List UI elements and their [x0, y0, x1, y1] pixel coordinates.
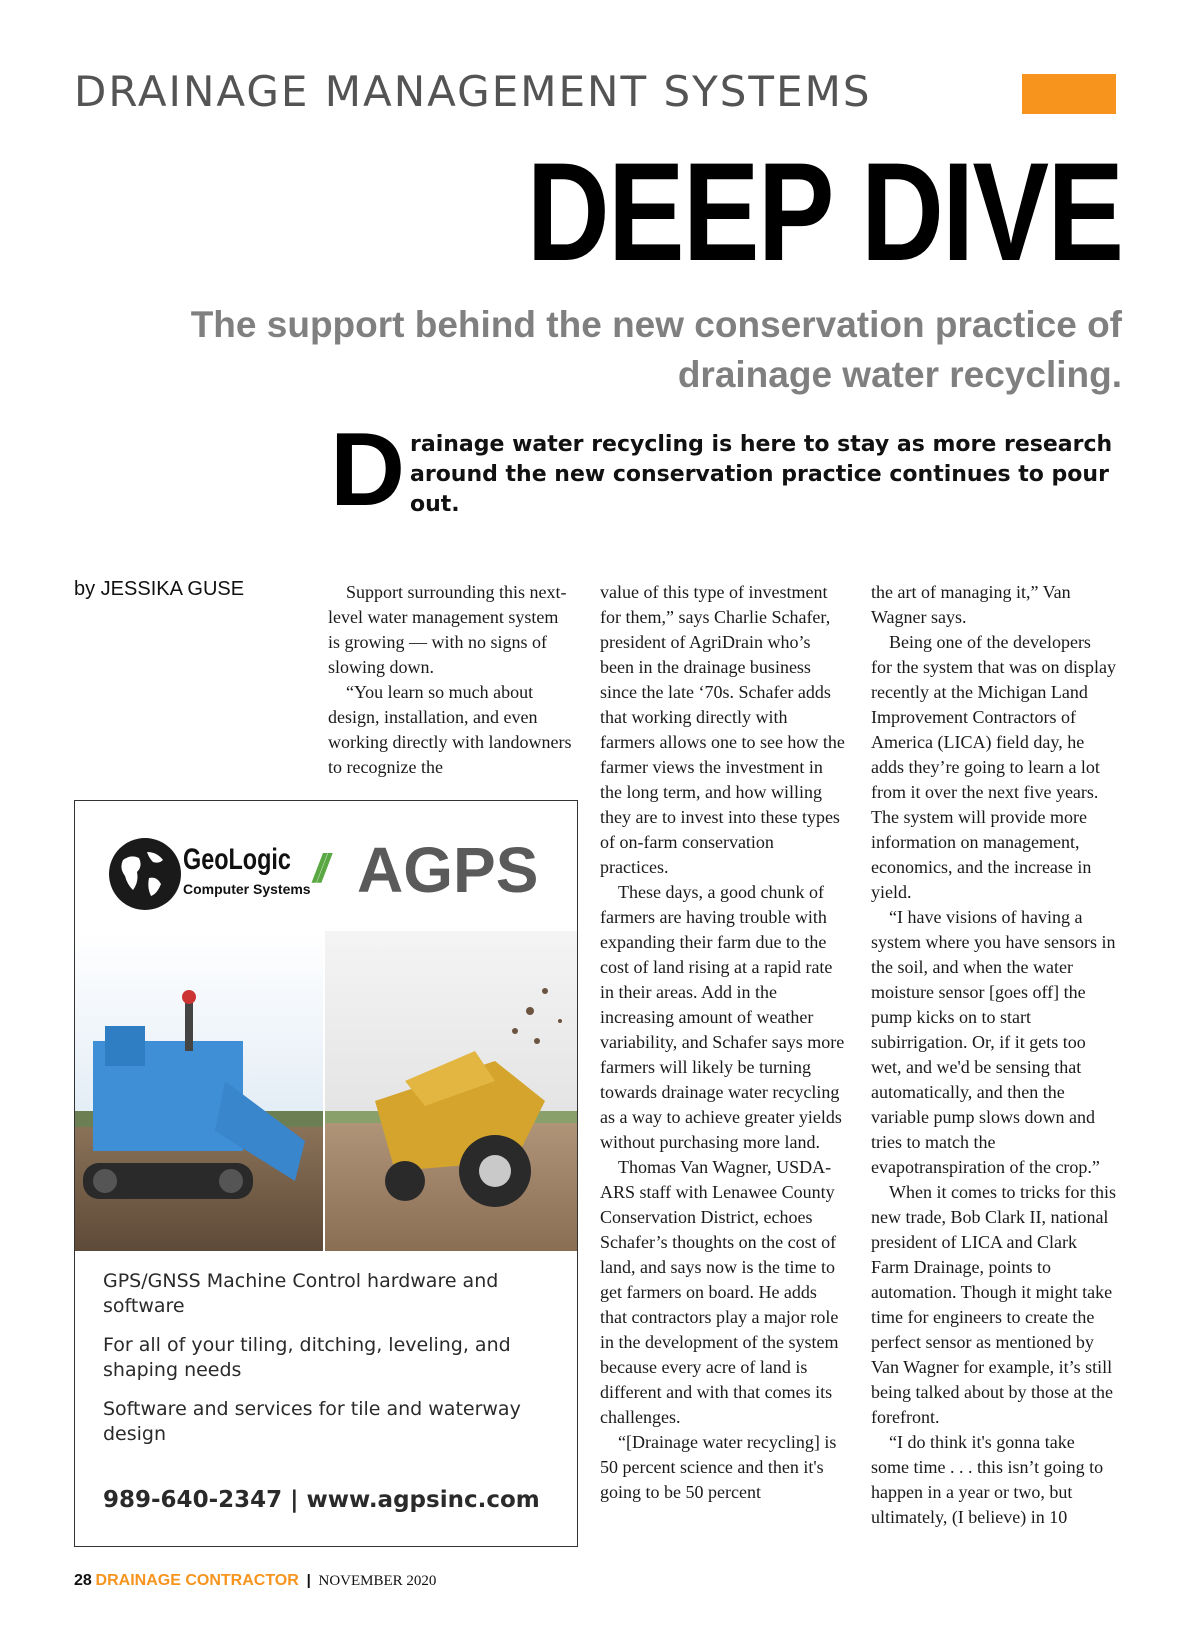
magazine-name: DRAINAGE CONTRACTOR	[95, 1572, 299, 1589]
paragraph: “I have visions of having a system where you have sensors in the soil, and when the water moisture sensor [goes off] the pump kicks on to start subirrigation. Or, if it gets too wet, and we'd be sensing that automatically, and then the variable pump slows down and tries to match the evapotranspiration of the crop.”	[871, 907, 1116, 1177]
paragraph: Support surrounding this next-level water management system is growing — with no signs of slowing down.	[328, 582, 567, 677]
ad-contact-info[interactable]: 989-640-2347 | www.agpsinc.com	[103, 1487, 540, 1513]
geologic-logo-subtitle: Computer Systems	[183, 881, 311, 897]
byline: by JESSIKA GUSE	[74, 578, 245, 600]
lede-dropcap: D	[330, 412, 406, 528]
geologic-logo-text: GeoLogic	[183, 843, 291, 876]
agps-logo-text: AGPS	[357, 834, 539, 906]
section-accent-block	[1022, 74, 1116, 114]
subhead-line-1: The support behind the new conservation practice of	[190, 304, 1122, 345]
page-footer	[74, 1572, 436, 1590]
ad-feature-tiling: For all of your tiling, ditching, leveling, and shaping needs	[103, 1334, 511, 1381]
article-column-2	[600, 580, 845, 1505]
subhead-line-2: drainage water recycling.	[677, 354, 1122, 395]
paragraph: the art of managing it,” Van Wagner says.	[871, 582, 1071, 627]
ad-feature-software: Software and services for tile and waterway design	[103, 1398, 521, 1445]
lede-text: rainage water recycling is here to stay as more research around the new conservation practice continues to pour out.	[410, 432, 1113, 517]
paragraph: Thomas Van Wagner, USDA-ARS staff with Lenawee County Conservation District, echoes Schafer’s thoughts on the cost of land, and says now is the time to get farmers on board. He adds that contractors play a major role in the development of the system because every acre of land is different and with that comes its challenges.	[600, 1157, 839, 1427]
ad-logo-bar	[75, 801, 577, 931]
paragraph: Being one of the developers for the system that was on display recently at the Michigan Land Improvement Contractors of America (LICA) field day, he adds they’re going to learn a lot from it over the next five years. The system will provide more information on management, economics, and the increase in yield.	[871, 632, 1116, 902]
paragraph: These days, a good chunk of farmers are having trouble with expanding their farm due to the cost of land rising at a rapid rate in their areas. Add in the increasing amount of weather variability, and Schafer says more farmers will likely be turning towards drainage water recycling as a way to achieve greater yields without purchasing more land.	[600, 882, 845, 1152]
paragraph: “I do think it's gonna take some time . . . this isn’t going to happen in a year or two, but ultimately, (I believe) in 10	[871, 1432, 1104, 1527]
globe-icon	[109, 838, 181, 910]
footer-separator: |	[306, 1572, 311, 1589]
paragraph: “You learn so much about design, installation, and even working directly with landowners to recognize the	[328, 682, 572, 777]
section-label: DRAINAGE MANAGEMENT SYSTEMS	[74, 67, 872, 116]
headline: DEEP DIVE	[526, 133, 1122, 290]
agps-advertisement[interactable]	[74, 800, 578, 1547]
ad-machinery-photo	[75, 931, 577, 1251]
page-number: 28	[74, 1572, 92, 1589]
article-column-1	[328, 580, 573, 780]
agps-logo-mark: //	[313, 847, 324, 891]
paragraph: When it comes to tricks for this new trade, Bob Clark II, national president of LICA and Clark Farm Drainage, points to automation. Though it might take time for engineers to create the perfect sensor as mentioned by Van Wagner for example, it’s still being talked about by those at the forefront.	[871, 1182, 1116, 1427]
subhead	[122, 300, 1122, 400]
issue-date: NOVEMBER 2020	[318, 1573, 437, 1589]
paragraph: “[Drainage water recycling] is 50 percent science and then it's going to be 50 percent	[600, 1432, 837, 1502]
article-column-3	[871, 580, 1116, 1530]
paragraph: value of this type of investment for them,” says Charlie Schafer, president of AgriDrain who’s been in the drainage business since the late ‘70s. Schafer adds that working directly with farmers allows one to see how the farmer views the investment in the long term, and how willing they are to invest into these types of on-farm conservation practices.	[600, 582, 845, 877]
ad-feature-hardware: GPS/GNSS Machine Control hardware and software	[103, 1270, 499, 1317]
